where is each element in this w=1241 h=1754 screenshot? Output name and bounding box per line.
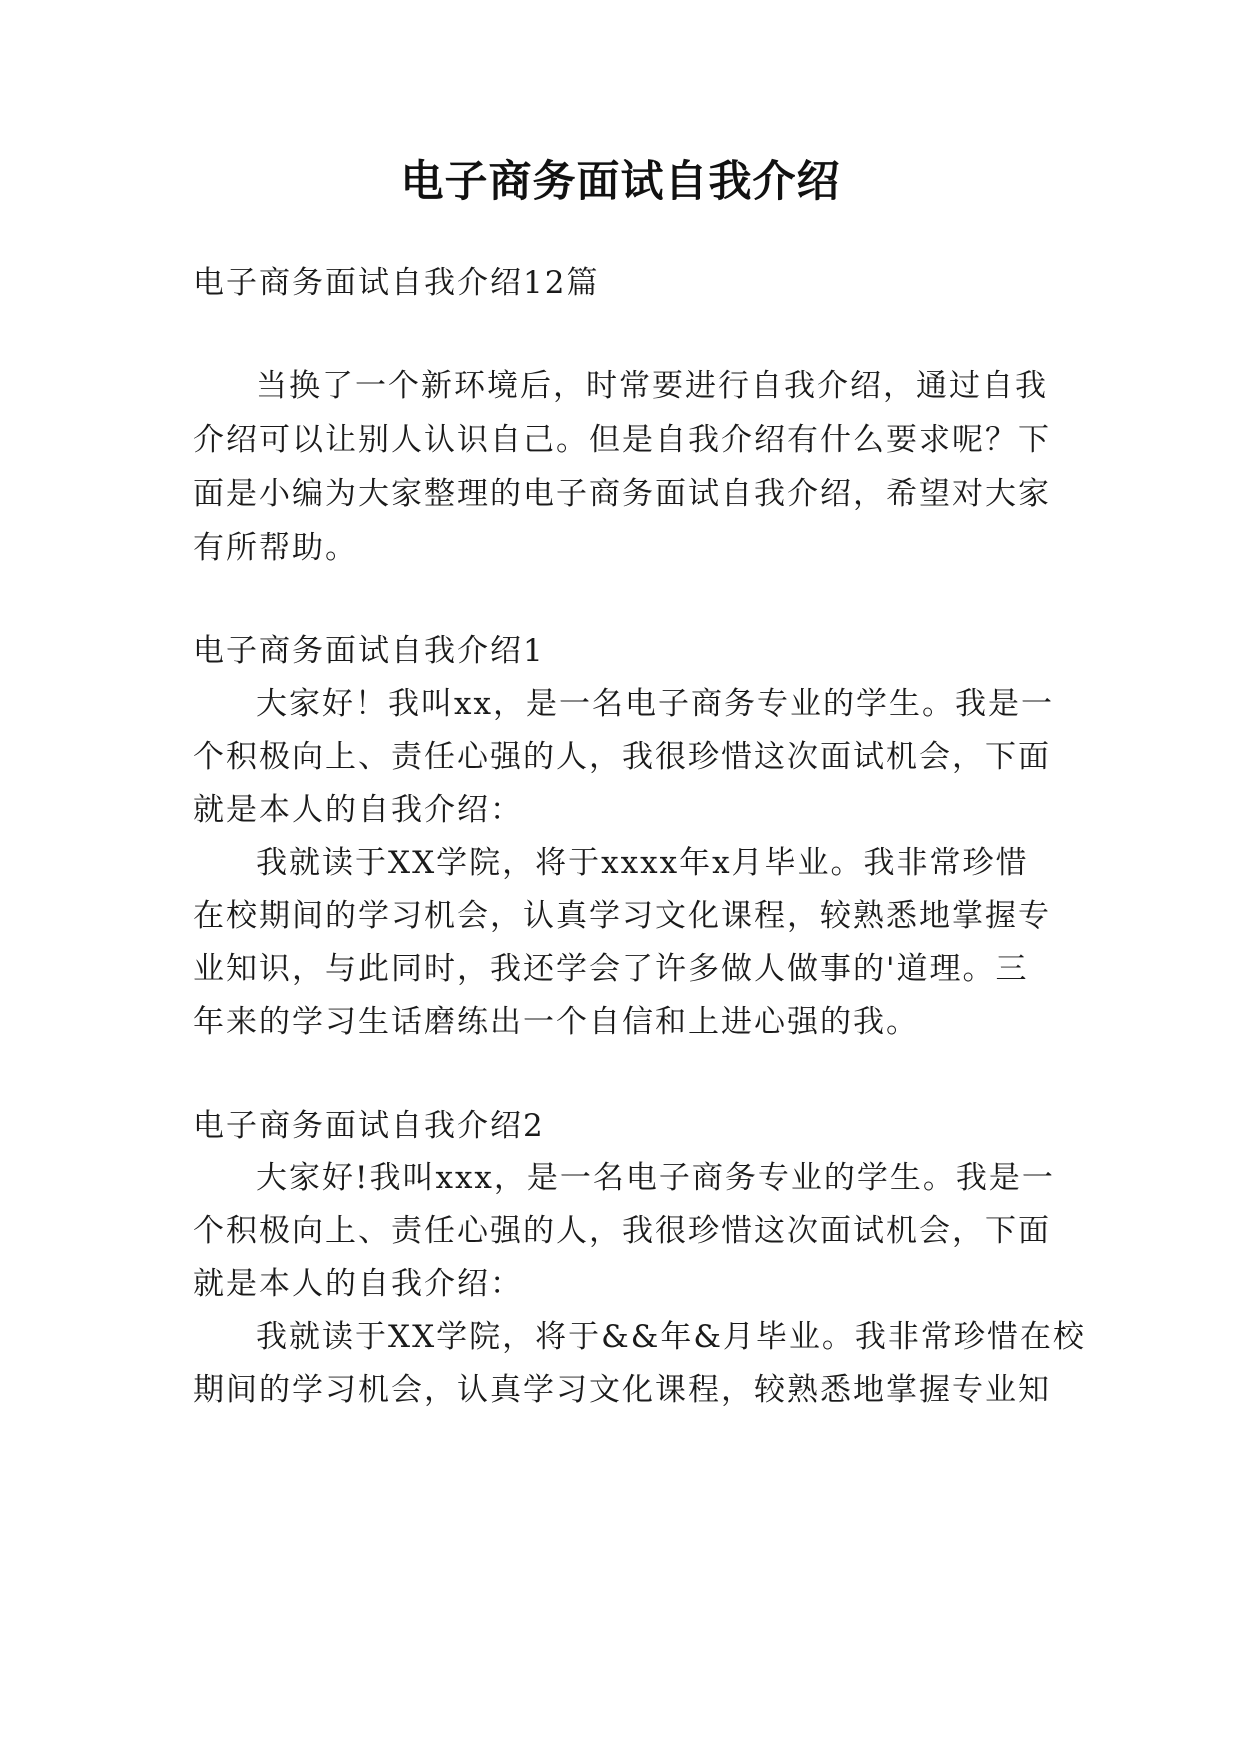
paragraph-line: 大家好!我叫xxx，是一名电子商务专业的学生。我是一 [256, 1160, 1055, 1196]
document-subtitle: 电子商务面试自我介绍12篇 [193, 265, 600, 301]
section-heading: 电子商务面试自我介绍1 [193, 633, 545, 669]
paragraph-line: 我就读于XX学院，将于&&年&月毕业。我非常珍惜在校 [256, 1319, 1086, 1355]
paragraph-line: 个积极向上、责任心强的人，我很珍惜这次面试机会，下面 [193, 739, 1051, 775]
intro-line: 介绍可以让别人认识自己。但是自我介绍有什么要求呢？下 [193, 422, 1051, 458]
paragraph-line: 个积极向上、责任心强的人，我很珍惜这次面试机会，下面 [193, 1213, 1051, 1249]
page-title: 电子商务面试自我介绍 [400, 157, 841, 207]
paragraph-line: 期间的学习机会，认真学习文化课程，较熟悉地掌握专业知 [193, 1372, 1051, 1408]
section-heading: 电子商务面试自我介绍2 [193, 1108, 545, 1144]
paragraph-line: 年来的学习生话磨练出一个自信和上进心强的我。 [193, 1004, 919, 1040]
intro-line: 当换了一个新环境后，时常要进行自我介绍，通过自我 [256, 368, 1048, 404]
paragraph-line: 大家好！我叫xx，是一名电子商务专业的学生。我是一 [256, 686, 1054, 722]
intro-line: 有所帮助。 [193, 530, 358, 566]
paragraph-line: 就是本人的自我介绍： [193, 792, 523, 828]
paragraph-line: 业知识，与此同时，我还学会了许多做人做事的'道理。三 [193, 951, 1029, 987]
paragraph-line: 我就读于XX学院，将于xxxx年x月毕业。我非常珍惜 [256, 845, 1029, 881]
paragraph-line: 就是本人的自我介绍： [193, 1266, 523, 1302]
intro-line: 面是小编为大家整理的电子商务面试自我介绍，希望对大家 [193, 476, 1051, 512]
paragraph-line: 在校期间的学习机会，认真学习文化课程，较熟悉地掌握专 [193, 898, 1051, 934]
